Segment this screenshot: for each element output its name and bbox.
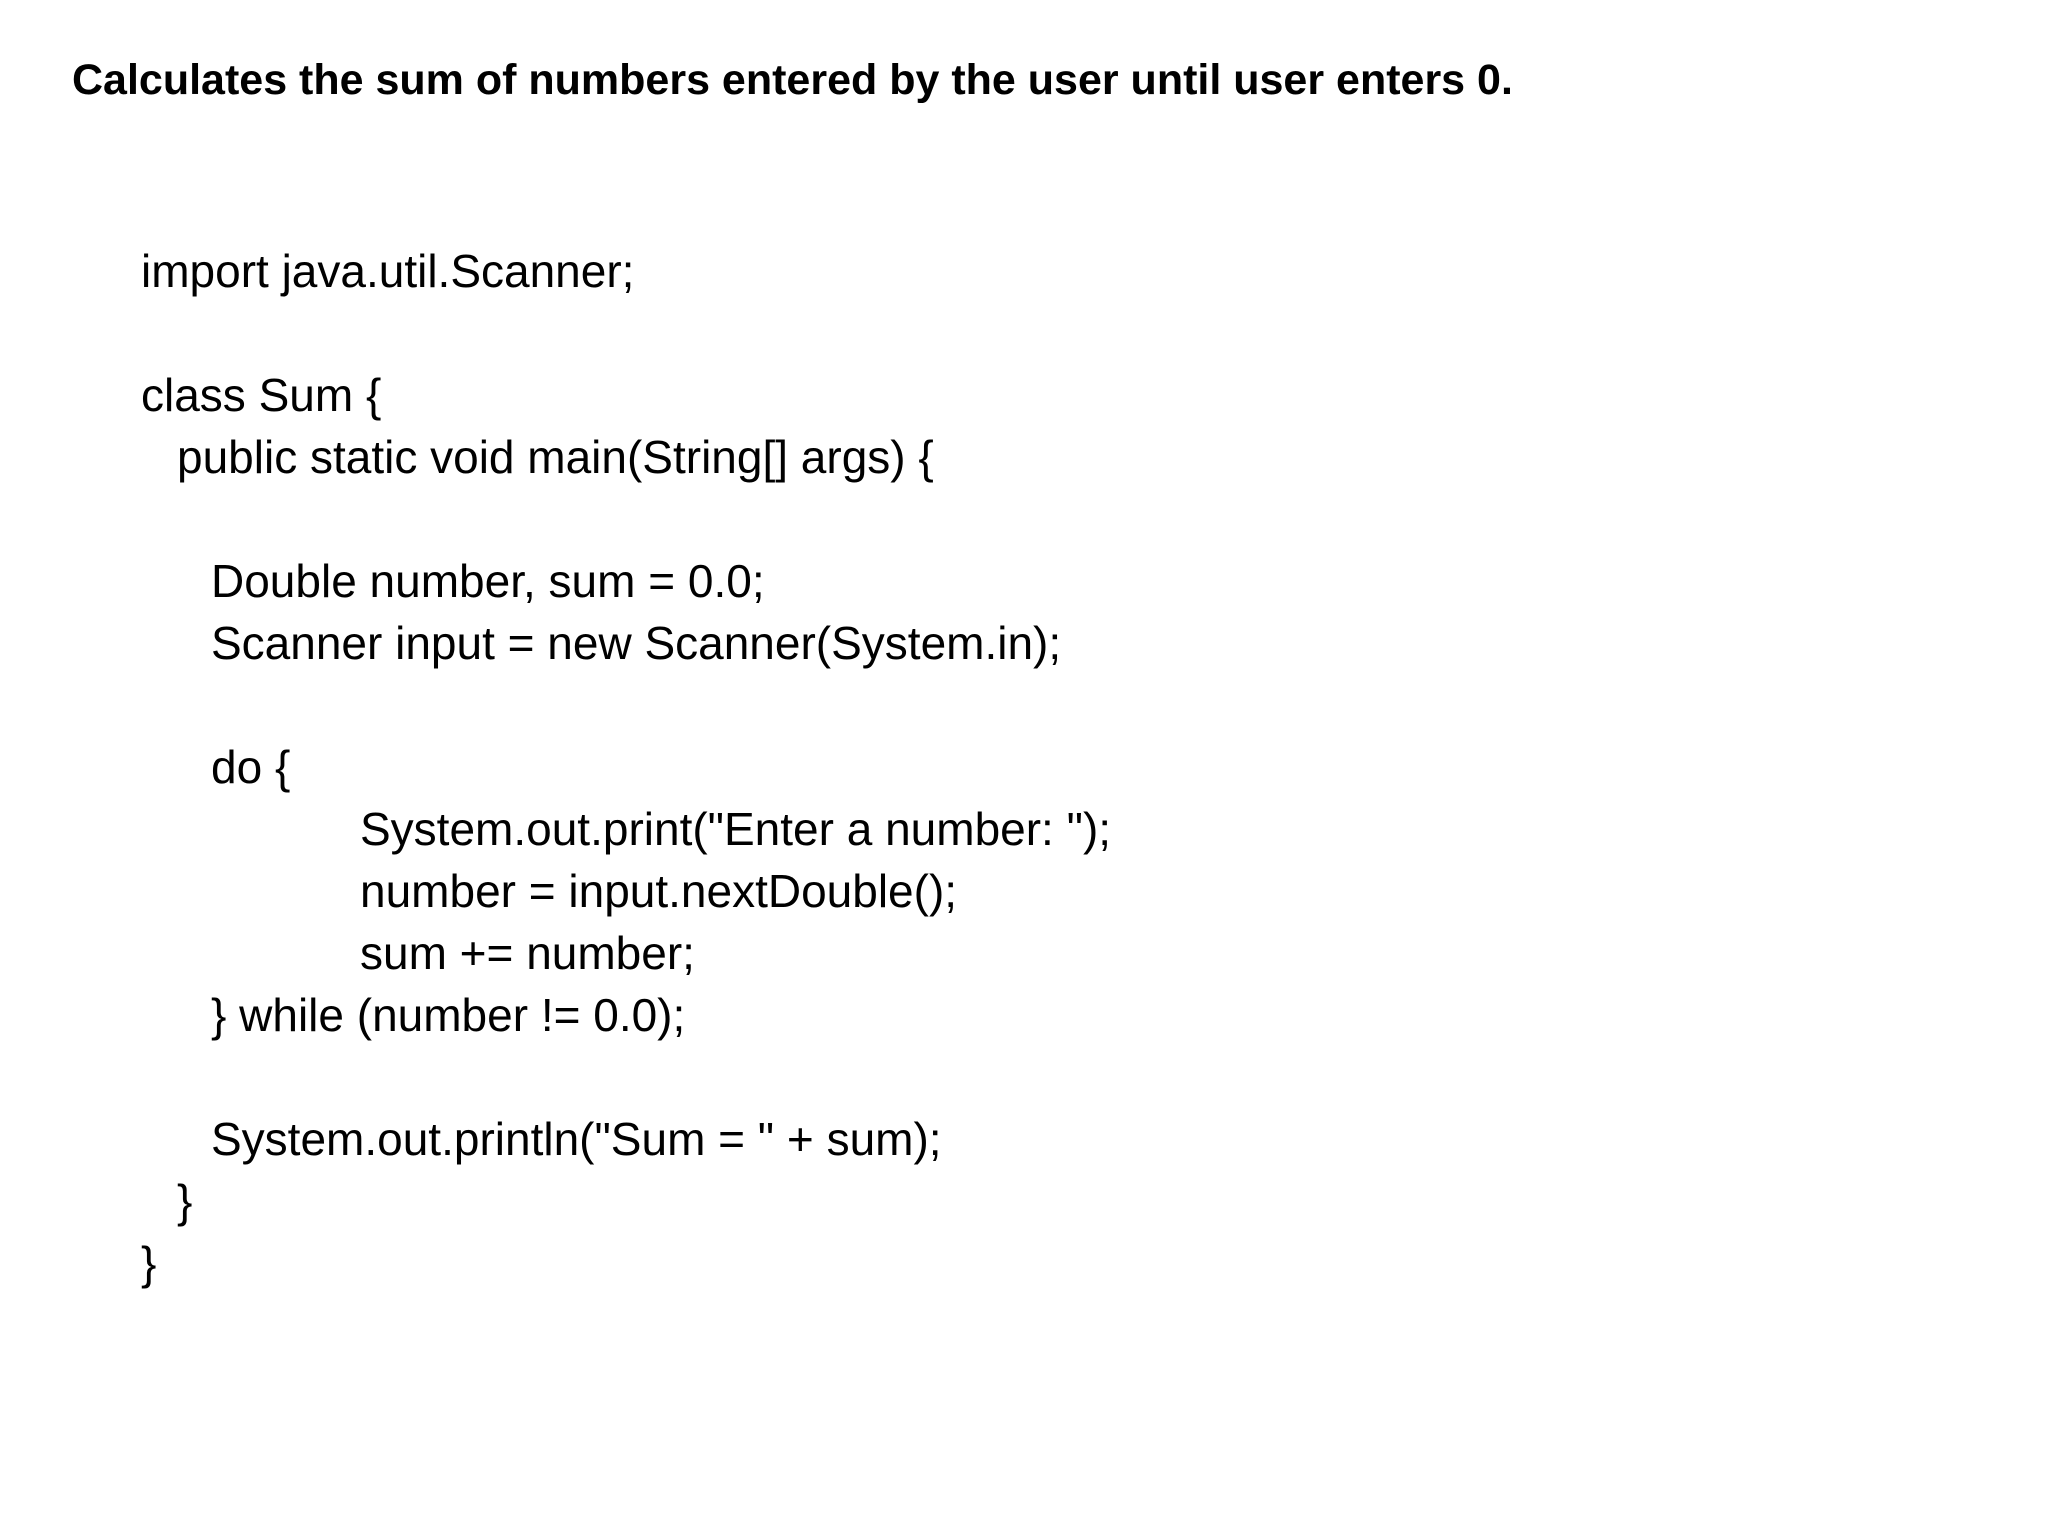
code-line: do { [211, 741, 291, 793]
code-line: } [177, 1175, 193, 1227]
code-line: } while (number != 0.0); [211, 989, 686, 1041]
code-line [141, 1046, 1111, 1108]
code-line: Scanner input = new Scanner(System.in); [211, 617, 1062, 669]
code-line: System.out.print("Enter a number: "); [360, 803, 1112, 855]
code-line: sum += number; [360, 927, 695, 979]
code-line: public static void main(String[] args) { [177, 431, 934, 483]
code-line: class Sum { [141, 369, 382, 421]
code-line: Double number, sum = 0.0; [211, 555, 765, 607]
code-line: number = input.nextDouble(); [360, 865, 958, 917]
code-block [141, 240, 1111, 1294]
code-line: import java.util.Scanner; [141, 245, 635, 297]
code-line [141, 302, 1111, 364]
page-title: Calculates the sum of numbers entered by the user until user enters 0. [72, 56, 1513, 104]
code-line: System.out.println("Sum = " + sum); [211, 1113, 942, 1165]
code-line [141, 674, 1111, 736]
code-line: } [141, 1237, 157, 1289]
code-line [141, 488, 1111, 550]
